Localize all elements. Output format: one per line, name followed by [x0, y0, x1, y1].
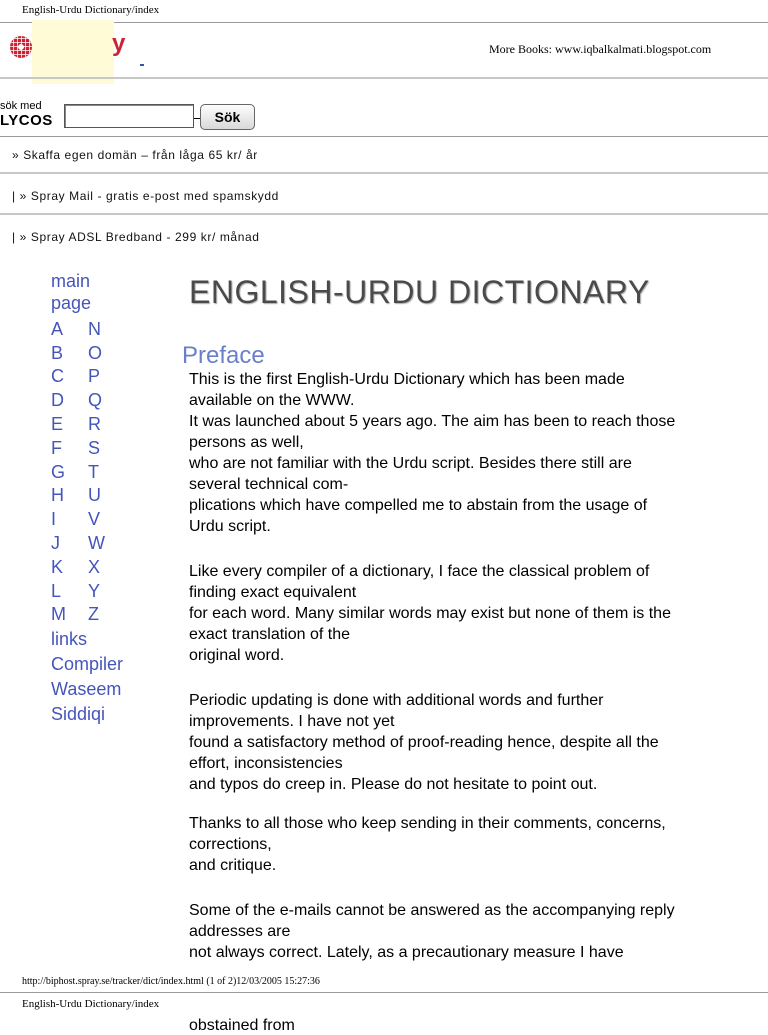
cut-off-text: obstained from [189, 1017, 295, 1034]
text-line: for each word. Many similar words may exist but none of them is the [189, 605, 671, 622]
text-line: persons as well, [189, 434, 304, 451]
letter-link[interactable]: U [88, 485, 101, 506]
letter-row [51, 388, 151, 412]
letter-link[interactable]: O [88, 342, 103, 363]
letter-link[interactable]: K [51, 556, 64, 577]
text-line: exact translation of the [189, 626, 350, 643]
letter-row [51, 365, 151, 389]
letter-link[interactable]: V [88, 509, 101, 530]
sidebar-link-waseem[interactable]: Waseem [51, 679, 122, 700]
text-line: finding exact equivalent [189, 584, 357, 601]
preface-paragraph [189, 561, 749, 666]
text-line: This is the first English-Urdu Dictionary which has been made [189, 371, 625, 388]
letter-row [51, 579, 151, 603]
text-line: Thanks to all those who keep sending in their comments, concerns, [189, 815, 666, 832]
letter-link[interactable]: N [88, 318, 101, 339]
letter-link[interactable]: M [51, 604, 66, 625]
letter-link[interactable]: Z [88, 604, 99, 625]
text-line: plications which have compelled me to abstain from the usage of [189, 497, 648, 514]
letter-link[interactable]: P [88, 366, 101, 387]
letter-row [51, 507, 151, 531]
logo-underline [140, 64, 144, 66]
divider [0, 213, 768, 215]
preface-title: Preface [182, 342, 265, 369]
sidebar-link-main[interactable]: main [51, 271, 91, 291]
letter-row [51, 484, 151, 508]
preface-paragraph [189, 900, 749, 963]
letter-link[interactable]: J [51, 533, 60, 554]
letter-link[interactable]: E [51, 414, 64, 435]
text-line: available on the WWW. [189, 392, 355, 409]
letter-link[interactable]: T [88, 461, 99, 482]
footer-title: English-Urdu Dictionary/index [22, 998, 160, 1010]
text-line: not always correct. Lately, as a precautionary measure I have [189, 944, 624, 961]
divider [0, 172, 768, 174]
promo-adsl-link[interactable]: | » Spray ADSL Bredband - 299 kr/ månad [12, 230, 260, 244]
preface-paragraph [189, 369, 749, 537]
letter-row [51, 460, 151, 484]
sidebar-link-siddiqi[interactable]: Siddiqi [51, 704, 106, 725]
letter-link[interactable]: I [51, 509, 57, 530]
letter-link[interactable]: B [51, 342, 64, 363]
letter-link[interactable]: G [51, 461, 66, 482]
more-books-link[interactable]: More Books: www.iqbalkalmati.blogspot.com [489, 42, 712, 56]
sidebar-link-page[interactable]: page [51, 293, 92, 313]
letter-row [51, 412, 151, 436]
divider [0, 77, 768, 79]
promo-mail-link[interactable]: | » Spray Mail - gratis e-post med spamskydd [12, 189, 279, 203]
text-line: and typos do creep in. Please do not hesitate to point out. [189, 776, 598, 793]
letter-link[interactable]: F [51, 437, 62, 458]
page-heading: ENGLISH-URDU DICTIONARY [189, 274, 650, 310]
footer-url: http://biphost.spray.se/tracker/dict/index.html (1 of 2)12/03/2005 15:27:36 [22, 976, 320, 987]
letter-link[interactable]: X [88, 556, 101, 577]
lycos-logo: LYCOS [0, 112, 53, 129]
letter-link[interactable]: Y [88, 580, 101, 601]
letter-row [51, 555, 151, 579]
text-line: original word. [189, 647, 285, 664]
letter-link[interactable]: H [51, 485, 64, 506]
text-line: effort, inconsistencies [189, 755, 343, 772]
letter-row [51, 317, 151, 341]
letter-row [51, 341, 151, 365]
text-line: found a satisfactory method of proof-reading hence, despite all the [189, 734, 659, 751]
divider [0, 136, 768, 137]
alphabet-sidebar [51, 270, 151, 725]
letter-link[interactable]: Q [88, 390, 103, 411]
sidebar-link-links[interactable]: links [51, 629, 88, 650]
text-line: Urdu script. [189, 518, 271, 535]
sticky-note [32, 20, 114, 84]
text-line: and critique. [189, 857, 277, 874]
text-line: several technical com- [189, 476, 349, 493]
text-line: corrections, [189, 836, 272, 853]
text-line: improvements. I have not yet [189, 713, 395, 730]
divider [0, 992, 768, 993]
letter-link[interactable]: D [51, 390, 64, 411]
letter-link[interactable]: A [51, 318, 64, 339]
search-with-label: sök med [0, 100, 42, 112]
document-title: English-Urdu Dictionary/index [22, 4, 160, 16]
letter-link[interactable]: C [51, 366, 64, 387]
letter-link[interactable]: L [51, 580, 62, 601]
letter-row [51, 603, 151, 627]
preface-paragraph [189, 813, 749, 876]
letter-link[interactable]: S [88, 437, 101, 458]
search-button[interactable]: Sök [200, 104, 255, 130]
letter-link[interactable]: R [88, 414, 101, 435]
spray-logo-text[interactable]: y [112, 30, 126, 57]
divider [0, 22, 768, 23]
letter-row [51, 436, 151, 460]
text-line: who are not familiar with the Urdu script. Besides there still are [189, 455, 632, 472]
promo-domain-link[interactable]: » Skaffa egen domän – från låga 65 kr/ år [12, 148, 258, 162]
letter-link[interactable]: W [88, 533, 105, 554]
preface-paragraph [189, 690, 749, 795]
sidebar-link-compiler[interactable]: Compiler [51, 654, 124, 675]
text-line: Like every compiler of a dictionary, I face the classical problem of [189, 563, 650, 580]
letter-row [51, 531, 151, 555]
text-line: Some of the e-mails cannot be answered as the accompanying reply [189, 902, 675, 919]
search-input[interactable] [64, 104, 194, 128]
text-line: addresses are [189, 923, 291, 940]
text-line: It was launched about 5 years ago. The aim has been to reach those [189, 413, 676, 430]
spray-logo-icon [10, 36, 32, 58]
letter-index [51, 317, 151, 626]
text-line: Periodic updating is done with additional words and further [189, 692, 604, 709]
